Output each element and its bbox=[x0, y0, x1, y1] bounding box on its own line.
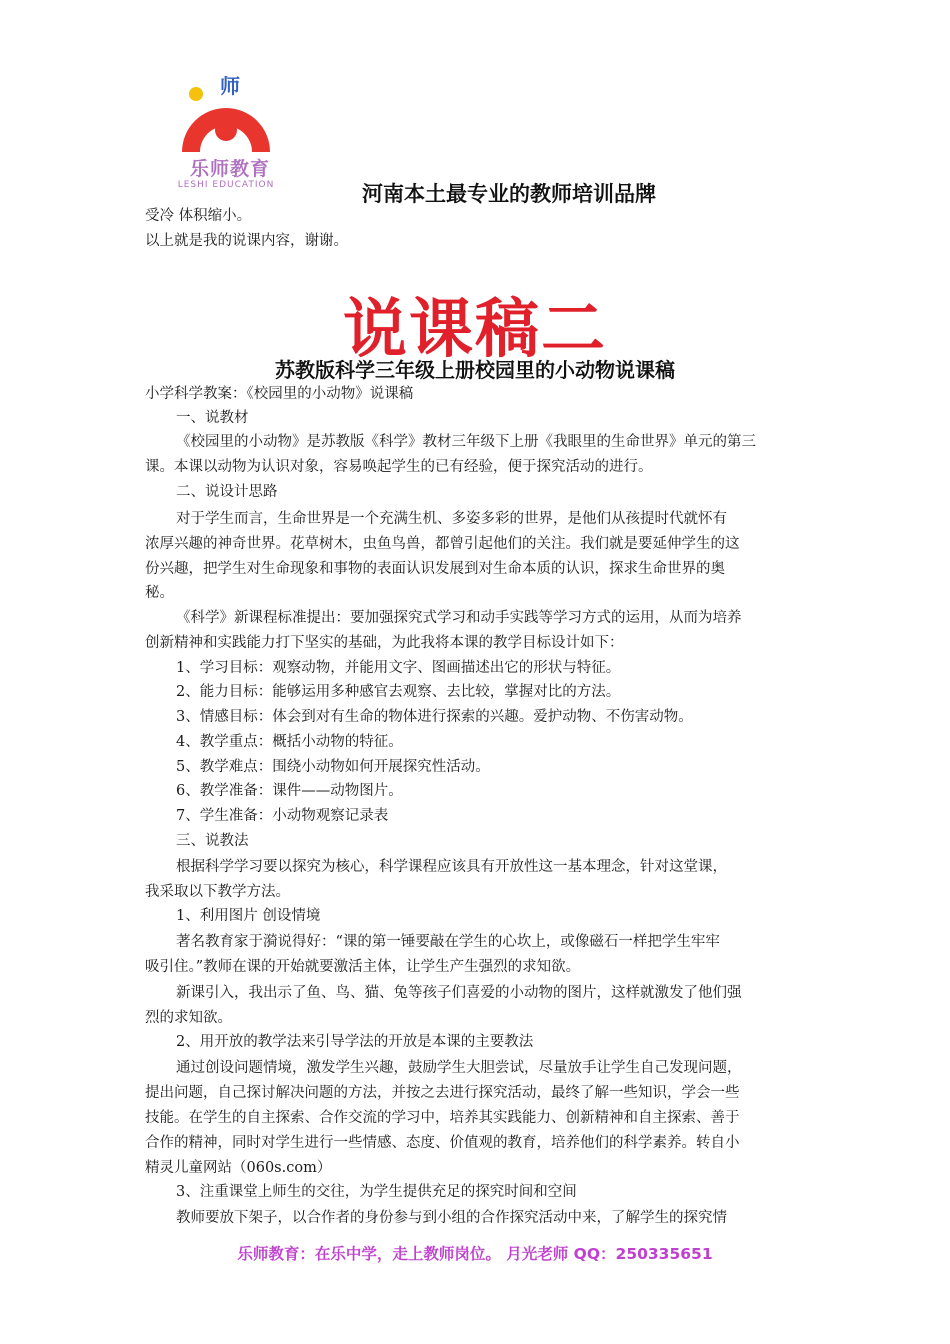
section-heading: 一、说教材 bbox=[176, 410, 249, 426]
subsection-heading: 1、利用图片 创设情境 bbox=[176, 908, 321, 924]
intro-line: 以上就是我的说课内容，谢谢。 bbox=[145, 233, 348, 249]
section-heading: 三、说教法 bbox=[176, 833, 249, 849]
body-line: 课。本课以动物为认识对象，容易唤起学生的已有经验，便于探究活动的进行。 bbox=[145, 459, 653, 475]
body-line: 新课引入，我出示了鱼、鸟、猫、兔等孩子们喜爱的小动物的图片，这样就激发了他们强 bbox=[176, 985, 742, 1001]
intro-line: 受冷 体积缩小。 bbox=[145, 208, 252, 224]
subsection-heading: 3、注重课堂上师生的交往，为学生提供充足的探究时间和空间 bbox=[176, 1184, 577, 1200]
body-line: 教师要放下架子，以合作者的身份参与到小组的合作探究活动中来，了解学生的探究情 bbox=[176, 1210, 727, 1226]
logo-name-en: LESHI EDUCATION bbox=[177, 180, 275, 190]
body-line: 技能。在学生的自主探索、合作交流的学习中，培养其实践能力、创新精神和自主探索、善于 bbox=[145, 1110, 740, 1126]
list-item: 1、学习目标：观察动物，并能用文字、图画描述出它的形状与特征。 bbox=[176, 660, 621, 676]
list-item: 7、学生准备：小动物观察记录表 bbox=[176, 808, 389, 824]
list-item: 2、能力目标：能够运用多种感官去观察、去比较，掌握对比的方法。 bbox=[176, 684, 621, 700]
sub-title: 苏教版科学三年级上册校园里的小动物说课稿 bbox=[275, 358, 675, 382]
list-item: 5、教学难点：围绕小动物如何开展探究性活动。 bbox=[176, 759, 490, 775]
body-line: 《校园里的小动物》是苏教版《科学》教材三年级下上册《我眼里的生命世界》单元的第三 bbox=[176, 434, 756, 450]
header-slogan: 河南本土最专业的教师培训品牌 bbox=[362, 182, 656, 206]
body-line: 浓厚兴趣的神奇世界。花草树木，虫鱼鸟兽，都曾引起他们的关注。我们就是要延伸学生的这 bbox=[145, 536, 740, 552]
logo-character: 师 bbox=[220, 74, 240, 98]
footer-banner: 乐师教育：在乐中学，走上教师岗位。 月光老师 QQ：250335651 bbox=[237, 1245, 713, 1263]
body-line: 根据科学学习要以探究为核心，科学课程应该具有开放性这一基本理念，针对这堂课， bbox=[176, 859, 727, 875]
list-item: 6、教学准备：课件——动物图片。 bbox=[176, 783, 403, 799]
body-line: 通过创设问题情境，激发学生兴趣，鼓励学生大胆尝试，尽量放手让学生自己发现问题， bbox=[176, 1060, 742, 1076]
body-line: 创新精神和实践能力打下坚实的基础，为此我将本课的教学目标设计如下： bbox=[145, 635, 624, 651]
body-line: 《科学》新课程标准提出：要加强探究式学习和动手实践等学习方式的运用，从而为培养 bbox=[176, 610, 742, 626]
body-line: 吸引住。”教师在课的开始就要激活主体，让学生产生强烈的求知欲。 bbox=[145, 959, 581, 975]
subsection-heading: 2、用开放的教学法来引导学法的开放是本课的主要教法 bbox=[176, 1034, 534, 1050]
body-line: 著名教育家于漪说得好：“课的第一锤要敲在学生的心坎上，或像磁石一样把学生牢牢 bbox=[176, 934, 720, 950]
body-line: 对于学生而言，生命世界是一个充满生机、多姿多彩的世界，是他们从孩提时代就怀有 bbox=[176, 511, 727, 527]
body-line: 我采取以下教学方法。 bbox=[145, 884, 290, 900]
list-item: 4、教学重点：概括小动物的特征。 bbox=[176, 734, 403, 750]
list-item: 3、情感目标：体会到对有生命的物体进行探索的兴趣。爱护动物、不伤害动物。 bbox=[176, 709, 693, 725]
body-line: 提出问题，自己探讨解决问题的方法，并按之去进行探究活动，最终了解一些知识，学会一些 bbox=[145, 1085, 740, 1101]
logo-name-cn: 乐师教育 bbox=[189, 158, 270, 180]
leshi-logo bbox=[172, 72, 282, 192]
body-line: 份兴趣，把学生对生命现象和事物的表面认识发展到对生命本质的认识，探求生命世界的奥 bbox=[145, 561, 725, 577]
big-title: 说课稿二 bbox=[343, 293, 607, 367]
body-line: 小学科学教案：《校园里的小动物》说课稿 bbox=[145, 386, 414, 402]
body-line: 精灵儿童网站（060s.com） bbox=[145, 1160, 332, 1176]
section-heading: 二、说设计思路 bbox=[176, 484, 278, 500]
body-line: 合作的精神，同时对学生进行一些情感、态度、价值观的教育，培养他们的科学素养。转自小 bbox=[145, 1135, 740, 1151]
body-line: 烈的求知欲。 bbox=[145, 1010, 232, 1026]
body-line: 秘。 bbox=[145, 585, 174, 601]
